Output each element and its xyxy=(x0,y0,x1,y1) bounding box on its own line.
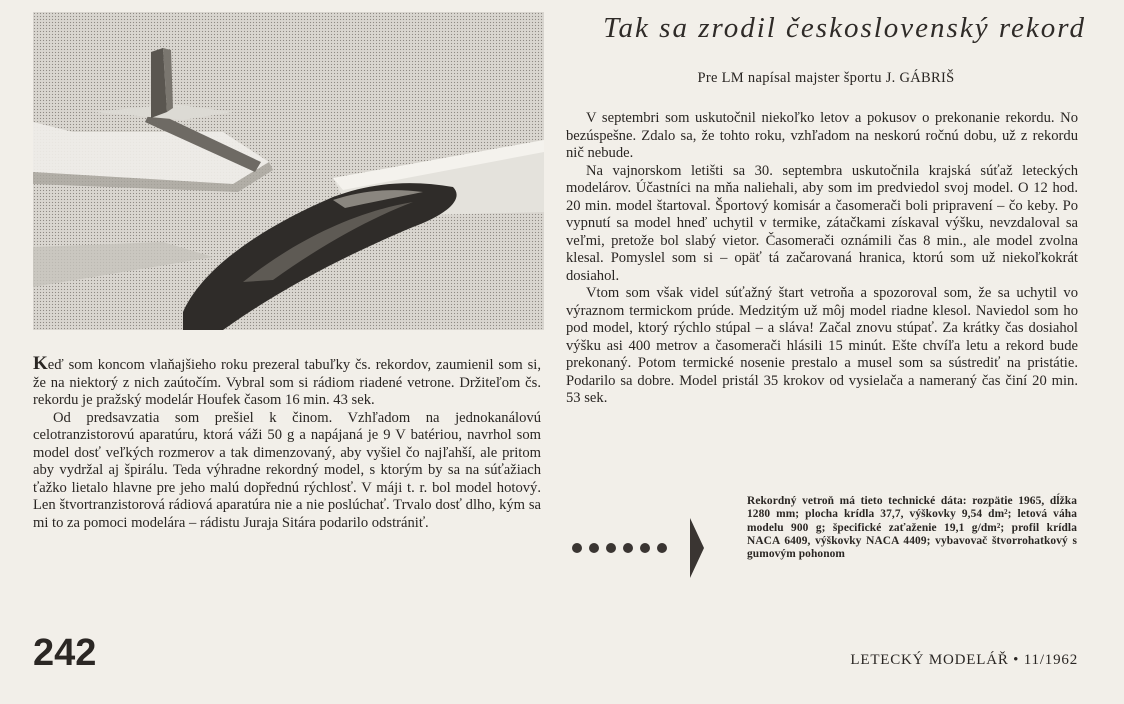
article-title: Tak sa zrodil československý rekord xyxy=(603,12,1086,44)
dot-icon xyxy=(572,543,582,553)
body-paragraph: V septembri som uskutočnil niekoľko letov a pokusov o prekonanie rekordu. No bezúspešne. Zdalo sa, že tohto roku, vzhľadom na neskorú ročnú dobu, už z rekordu nič nebude. xyxy=(566,110,1078,161)
intro-paragraph-text: eď som koncom vlaňajšieho roku prezeral tabuľky čs. rekordov, zaumienil som si, že na niektorý z nich zaútočím. Vybral som si rádiom riadené vetrone. Držiteľom čs. rekordu je pražský modelár Houfek časom 16 min. 43 sek. xyxy=(33,357,541,408)
drop-cap: K xyxy=(33,353,48,374)
dot-icon xyxy=(623,543,633,553)
article-byline: Pre LM napísal majster športu J. GÁBRIŠ xyxy=(697,70,955,86)
right-text-column xyxy=(566,110,1078,408)
intro-paragraph xyxy=(33,355,541,410)
dot-icon xyxy=(589,543,599,553)
body-paragraph: Vtom som však videl súťažný štart vetroňa a spozoroval som, že sa uchytil vo výraznom termickom prúde. Medzitým už môj model riadne klesol. Naviedol som ho pod model, ktorý rýchlo stúpal – a sláva! Začal znovu stúpať. Za krátky čas dosiahol výšku asi 400 metrov a časomerači hlásili 15 minút. Ešte chvíľa letu a rekord bude prekonaný. Potom termické nosenie prestalo a musel som sa sústrediť na pristátie. Podarilo sa dobre. Model pristál 35 krokov od vysielača a nameraný čas činí 20 min. 53 sek. xyxy=(566,285,1078,406)
body-paragraph: Od predsavzatia som prešiel k činom. Vzhľadom na jednokanálovú celotranzistorovú aparatúru, ktorá váži 50 g a napájaná je 9 V batériou, navrhol som model dosť veľkých rozmerov a tak dimenzovaný, aby vyšiel čo najľahší, ale pritom aby vydržal aj špirálu. Teda výhradne rekordný model, s ktorým by sa na súťažiach ťažko lietalo hlavne pre jeho malú dopřednú rýchlosť. V máji t. r. bol model hotový. Len štvortranzistorová rádiová aparatúra nie a nie poslúchať. Trvalo dosť dlho, kým sa mi to za pomoci modelára – rádistu Juraja Sitára podarilo odstrániť. xyxy=(33,409,541,531)
technical-specs-box: Rekordný vetroň má tieto technické dáta: rozpätie 1965, dĺžka 1280 mm; plocha krídla 37,7, výškovky 9,54 dm²; letová váha modelu 900 g; špecifické zaťaženie 19,1 g/dm²; profil krídla NACA 6409, výškovky NACA 4409; vybavovač štvorrohatkový s gumovým pohonom xyxy=(747,495,1077,561)
glider-illustration xyxy=(33,12,544,330)
magazine-footer: LETECKÝ MODELÁŘ • 11/1962 xyxy=(850,652,1078,668)
page-number: 242 xyxy=(33,632,97,674)
dot-icon xyxy=(657,543,667,553)
arrow-right-icon xyxy=(690,518,704,578)
left-text-column xyxy=(33,355,541,532)
body-paragraph: Na vajnorskom letišti sa 30. septembra uskutočnila krajská súťaž leteckých modelárov. Účastníci na mňa naliehali, aby som im predviedol svoj model. O 12 hod. 20 min. model štartoval. Športový komisár a časomerači boli pripravení – čo keby. Po vypnutí sa model hneď uchytil v termike, zátačkami získaval výšku, nevzdaloval sa veľmi, pretože bol slabý vietor. Časomerači oznámili čas 8 min., ale model zvolna klesal. Pomyslel som si – opäť tá začarovaná hranica, ktorú som už niekoľkokrát dosiahol. xyxy=(566,162,1078,284)
bullet-dots xyxy=(572,540,676,556)
dot-icon xyxy=(606,543,616,553)
glider-photo xyxy=(33,12,544,330)
dot-icon xyxy=(640,543,650,553)
